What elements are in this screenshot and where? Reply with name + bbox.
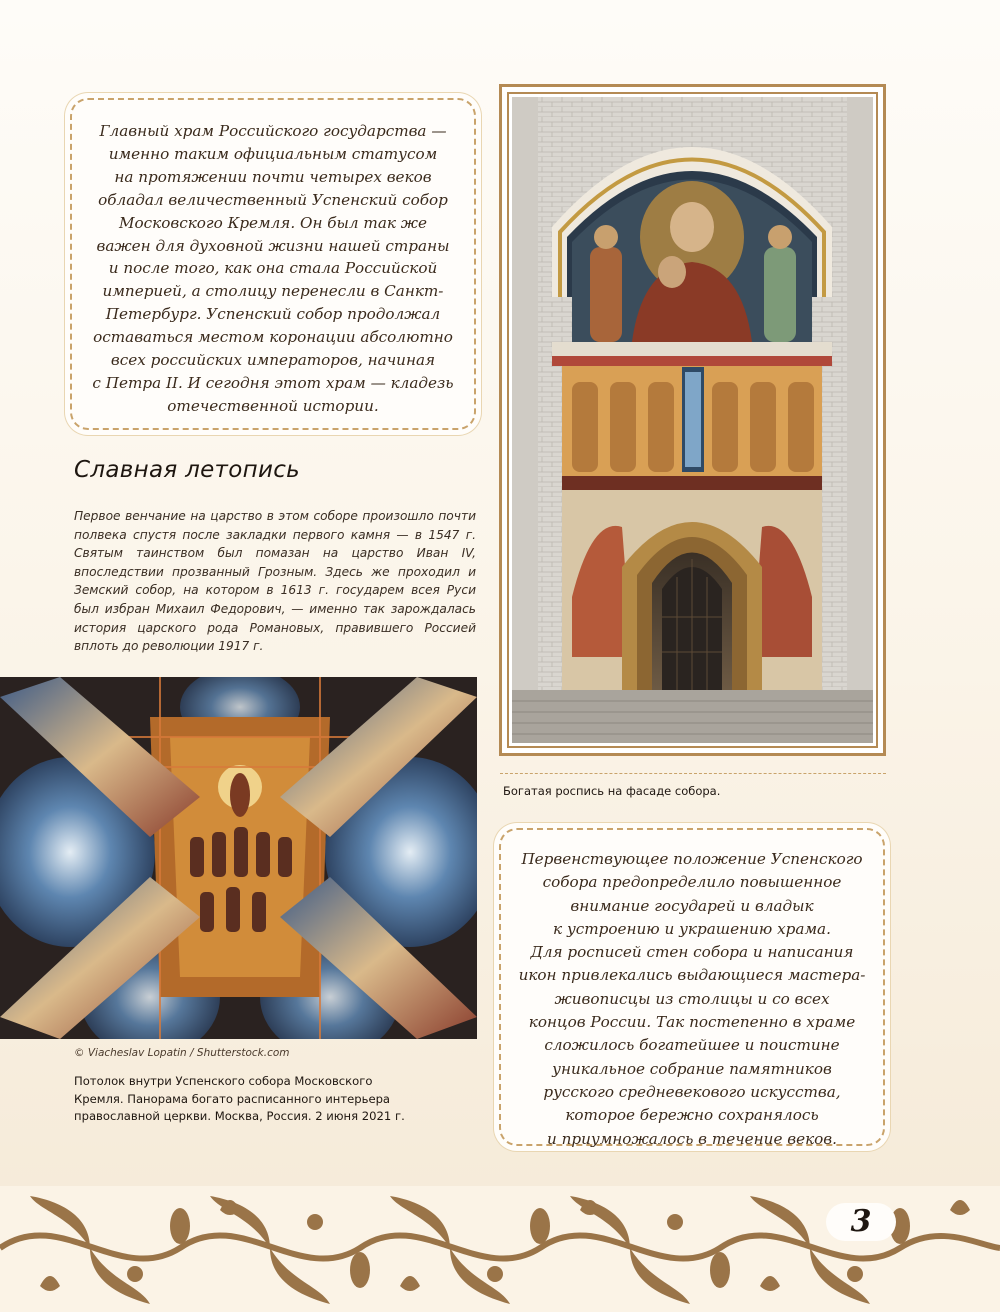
ceiling-caption: Потолок внутри Успенского собора Московского Кремля. Панорама богато расписанного интерьера православной церкви. Москва, Россия. 2 июня 2021 г.: [74, 1074, 405, 1124]
caption-divider: [500, 773, 886, 774]
section-body-paragraph: Первое венчание на царство в этом соборе произошло почти полвека спустя после закладки первого камня — в 1547 г. Святым таинством был помазан на царство Иван IV, впоследствии прозванный Грозным. Здесь же проходил и Земский собор, на котором в 1613 г. государем всея Руси был избран Михаил Федорович, — именно так зарождалась история царского рода Романовых, правившего Россией вплоть до революции 1917 г.: [74, 509, 476, 654]
ceiling-illustration: [0, 677, 477, 1039]
photo-credit: © Viacheslav Lopatin / Shutterstock.com: [74, 1047, 290, 1059]
intro-text-box: [70, 98, 476, 430]
page-number: 3: [850, 1204, 872, 1239]
page-number-badge: [826, 1203, 896, 1241]
section-heading: Славная летопись: [74, 457, 300, 483]
sidebar-paragraph: Первенствующее положение Успенского собора предопределило повышенное внимание государей и владык к устроению и украшению храма. Для росписей стен собора и написания икон привлекались выдающиеся мастера- живописцы из столицы и со всех концов России. Так постепенно в храме сложилось богатейшее и поистине уникальное собрание памятников русского средневекового искусства, которое бережно сохранялось и приумножалось в течение веков.: [518, 850, 866, 1148]
intro-paragraph: Главный храм Российского государства — именно таким официальным статусом на протяжении почти четырех веков обладал величественный Успенский собор Московского Кремля. Он был так же важен для духовной жизни нашей страны и после того, как она стала Российской империей, а столицу перенесли в Санкт- Петербург. Успенский собор продолжал оставаться местом коронации абсолютно всех российских императоров, начиная с Петра II. И сегодня этот храм — кладезь отечественной истории.: [92, 122, 454, 415]
facade-illustration: [512, 97, 873, 743]
facade-caption: Богатая роспись на фасаде собора.: [503, 784, 721, 798]
ceiling-photo: [0, 677, 477, 1039]
facade-photo: [512, 97, 873, 743]
sidebar-text-box: [499, 828, 885, 1146]
